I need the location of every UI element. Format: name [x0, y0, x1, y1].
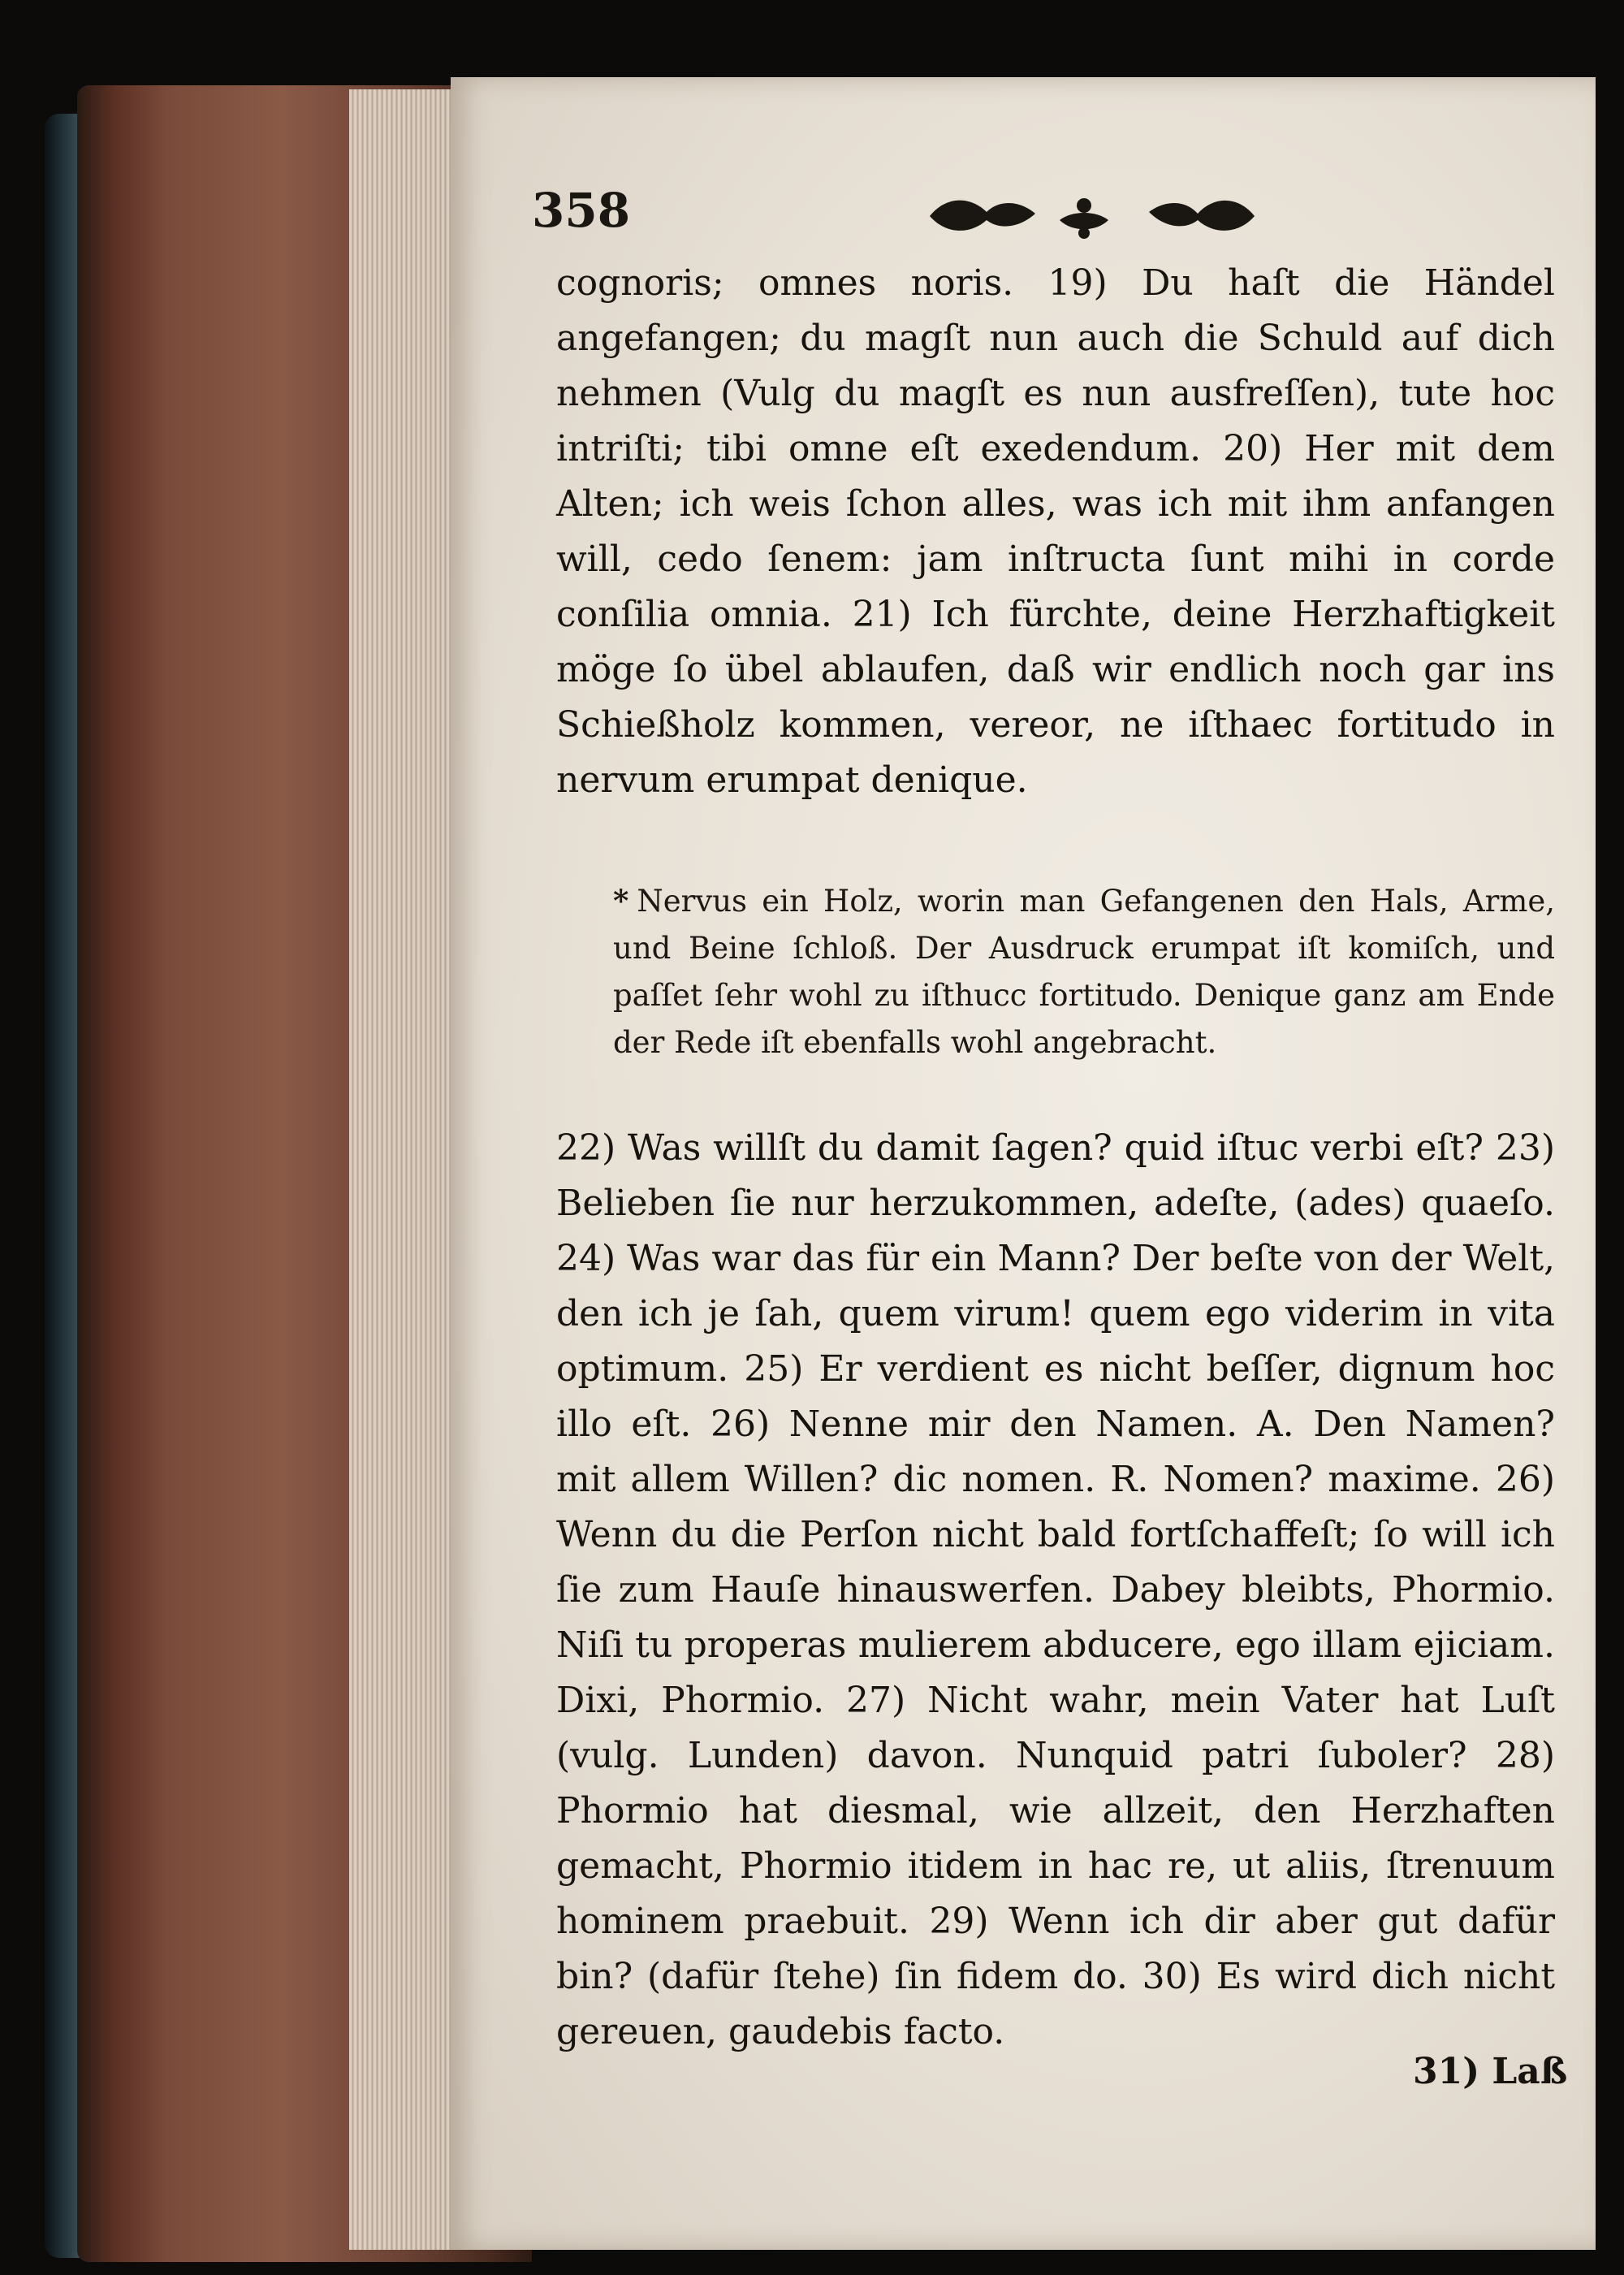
footnote-marker: * — [613, 883, 629, 919]
printer-flourish-ornament-icon — [922, 188, 1263, 244]
page-header — [532, 183, 1506, 248]
footnote — [613, 877, 1555, 1066]
continued-text-block — [556, 1121, 1555, 2060]
catchword: 31) Laß — [1413, 2051, 1568, 2092]
continued-paragraph: 22) Was willſt du damit ſagen? quid iſtuc verbi eſt? 23) Belieben ſie nur herzukommen, adeſte, (ades) quaeſo. 24) Was war das für ein Mann? Der beſte von der Welt, den ich je ſah, quem virum! quem ego viderim in vita optimum. 25) Er verdient es nicht beſſer, dignum hoc illo eſt. 26) Nenne mir den Namen. A. Den Namen? mit allem Willen? dic nomen. R. Nomen? maxime. 26) Wenn du die Perſon nicht bald fortſchaffeſt; ſo will ich ſie zum Hauſe hinauswerfen. Dabey bleibts, Phormio. Niſi tu properas mulierem abducere, ego illam ejiciam. Dixi, Phormio. 27) Nicht wahr, mein Vater hat Luſt (vulg. Lunden) davon. Nunquid patri ſuboler? 28) Phormio hat diesmal, wie allzeit, den Herzhaften gemacht, Phormio itidem in hac re, ut aliis, ſtrenuum hominem praebuit. 29) Wenn ich dir aber gut dafür bin? (dafür ſtehe) ſin fidem do. 30) Es wird dich nicht gereuen, gaudebis facto. — [556, 1127, 1555, 2052]
page-number: 358 — [532, 183, 631, 238]
page-stack-edges — [349, 89, 463, 2250]
book-page — [451, 77, 1596, 2250]
footnote-text: Nervus ein Holz, worin man Gefangenen den Hals, Arme, und Beine ſchloß. Der Ausdruck erumpat iſt komiſch, und paſſet ſehr wohl zu iſthucc fortitudo. Denique ganz am Ende der Rede iſt ebenfalls wohl angebracht. — [613, 884, 1555, 1060]
main-paragraph: cognoris; omnes noris. 19) Du haſt die Händel angefangen; du magſt nun auch die Schuld auf dich nehmen (Vulg du magſt es nun ausfreſſen), tute hoc intriſti; tibi omne eſt exedendum. 20) Her mit dem Alten; ich weis ſchon alles, was ich mit ihm anfangen will, cedo ſenem: jam inſtructa ſunt mihi in corde conſilia omnia. 21) Ich fürchte, deine Herzhaftigkeit möge ſo übel ablaufen, daß wir endlich noch gar ins Schießholz kommen, vereor, ne iſthaec fortitudo in nervum erumpat denique. — [556, 262, 1555, 801]
main-text-block — [556, 256, 1555, 808]
